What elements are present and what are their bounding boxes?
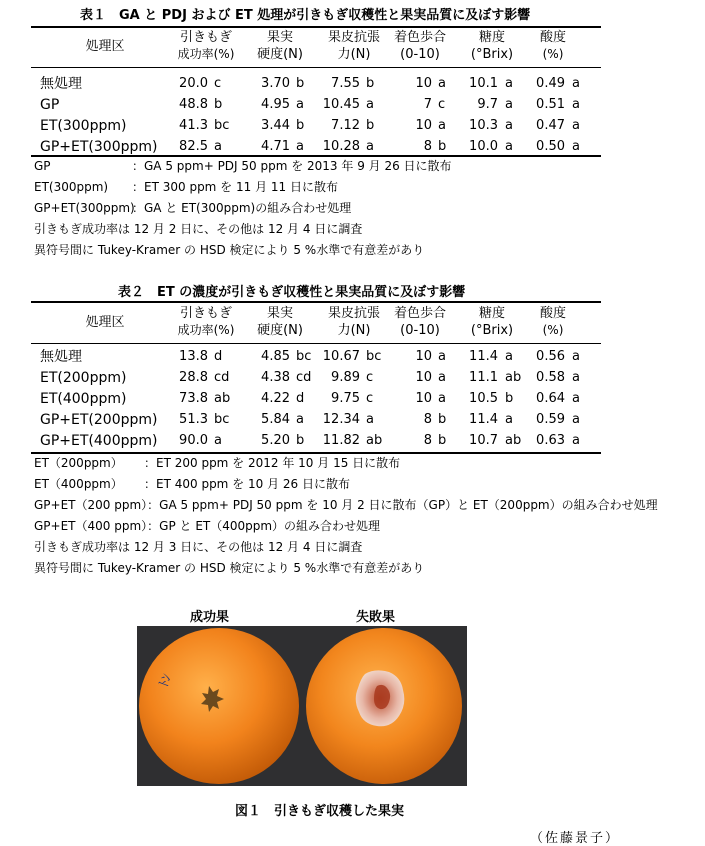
table-cell-significance: bc (214, 118, 230, 133)
table-cell-significance: a (505, 139, 513, 154)
table-cell-significance: ab (366, 433, 383, 448)
table-cell-significance: a (296, 97, 304, 112)
table-cell-value: 4.95 (261, 97, 290, 112)
table-cell-significance: b (296, 118, 305, 133)
table1-header-acidity: 酸度 (%) (539, 30, 566, 61)
table1-note-3: 引きもぎ成功率は 12 月 2 日に、その他は 12 月 4 日に調査 (34, 222, 363, 236)
table-cell-value: 7.55 (331, 76, 360, 91)
table-cell-significance: cd (214, 370, 230, 385)
table1-note-0: GP ：GA 5 ppm+ PDJ 50 ppm を 2013 年 9 月 26 日に散布 (34, 159, 452, 173)
table1-top-rule (31, 26, 601, 28)
table-cell-value: 12.34 (322, 412, 360, 427)
table-cell-significance: d (214, 349, 223, 364)
table-cell-value: 8 (423, 433, 432, 448)
table2-header-acidity: 酸度 (%) (539, 306, 566, 337)
table-row-treatment: 無処理 (40, 76, 82, 92)
table-cell-value: 0.47 (536, 118, 565, 133)
table1-header-treatment: 処理区 (85, 39, 125, 54)
table1-header-rule (31, 67, 601, 68)
table-cell-value: 10 (415, 76, 432, 91)
table-cell-value: 13.8 (179, 349, 208, 364)
table-cell-significance: a (296, 139, 304, 154)
table-cell-significance: a (438, 349, 446, 364)
table-cell-value: 11.1 (469, 370, 498, 385)
table-cell-value: 0.49 (536, 76, 565, 91)
table-cell-value: 0.63 (536, 433, 565, 448)
table-cell-significance: a (572, 76, 580, 91)
table-cell-significance: b (438, 412, 447, 427)
table-cell-value: 10 (415, 118, 432, 133)
table-cell-value: 10 (415, 349, 432, 364)
table1-header-brix: 糖度 (°Brix) (470, 30, 514, 62)
table-cell-value: 90.0 (179, 433, 208, 448)
table1-header-peel-strength: 果皮抗張 力(N) (327, 30, 380, 62)
table-cell-significance: b (296, 76, 305, 91)
table-cell-significance: a (214, 139, 222, 154)
table2-header-coloring: 着色歩合 (0-10) (393, 306, 446, 338)
table2-note-0: ET（200ppm） ：ET 200 ppm を 2012 年 10 月 15 日に散布 (34, 456, 401, 470)
table2-note-1: ET（400ppm） ：ET 400 ppm を 10 月 26 日に散布 (34, 477, 350, 491)
table-cell-value: 10 (415, 370, 432, 385)
table2-top-rule (31, 301, 601, 303)
table-cell-value: 0.51 (536, 97, 565, 112)
table-row-treatment: GP+ET(200ppm) (40, 412, 158, 428)
table-cell-significance: a (505, 76, 513, 91)
table-cell-value: 9.75 (331, 391, 360, 406)
table-row-treatment: GP+ET(400ppm) (40, 433, 158, 449)
table-cell-significance: cd (296, 370, 312, 385)
table2-header-peel-strength: 果皮抗張 力(N) (327, 306, 380, 338)
figure-label-success: 成功果 (190, 610, 230, 625)
table-cell-value: 11.4 (469, 412, 498, 427)
table-cell-significance: a (572, 97, 580, 112)
table1-bottom-rule (31, 155, 601, 157)
table-cell-value: 10.1 (469, 76, 498, 91)
table-cell-value: 73.8 (179, 391, 208, 406)
table2-header-success-rate: 引きもぎ 成功率(%) (177, 306, 235, 337)
table1-header-coloring: 着色歩合 (0-10) (393, 30, 446, 62)
table-cell-significance: a (505, 118, 513, 133)
table-cell-value: 0.50 (536, 139, 565, 154)
table-cell-value: 11.82 (322, 433, 360, 448)
table2-header-brix: 糖度 (°Brix) (470, 306, 514, 338)
table1-header-firmness: 果実 硬度(N) (257, 30, 303, 62)
table-cell-significance: b (505, 391, 514, 406)
table1-header-success-rate: 引きもぎ 成功率(%) (177, 30, 235, 61)
fruit-handwriting: ﾄﾝ (156, 672, 176, 690)
table-cell-significance: ab (505, 433, 522, 448)
table-cell-significance: c (214, 76, 222, 91)
table-cell-significance: a (505, 412, 513, 427)
table-cell-value: 4.38 (261, 370, 290, 385)
table-cell-significance: a (572, 118, 580, 133)
table-cell-significance: a (505, 97, 513, 112)
fruit-photo (137, 626, 467, 786)
table-cell-value: 5.84 (261, 412, 290, 427)
table2-note-4: 引きもぎ成功率は 12 月 3 日に、その他は 12 月 4 日に調査 (34, 540, 363, 554)
table-cell-significance: a (505, 349, 513, 364)
figure-label-fail: 失敗果 (356, 610, 396, 625)
table-cell-significance: a (438, 76, 446, 91)
table-cell-value: 41.3 (179, 118, 208, 133)
table-row-treatment: GP+ET(300ppm) (40, 139, 158, 155)
table-cell-value: 10.0 (469, 139, 498, 154)
table-cell-significance: c (438, 97, 446, 112)
table2-note-2: GP+ET（200 ppm）：GA 5 ppm+ PDJ 50 ppm を 10 月 2 日に散布（GP）と ET（200ppm）の組み合わせ処理 (34, 498, 658, 512)
table-cell-value: 10.3 (469, 118, 498, 133)
table-cell-significance: a (296, 412, 304, 427)
table-cell-significance: ab (214, 391, 231, 406)
table-cell-significance: b (438, 139, 447, 154)
table-cell-significance: c (366, 370, 374, 385)
table-cell-significance: b (296, 433, 305, 448)
table1-note-1: ET(300ppm) ：ET 300 ppm を 11 月 11 日に散布 (34, 180, 338, 194)
table-cell-value: 10 (415, 391, 432, 406)
table2-caption: 表２ ET の濃度が引きもぎ収穫性と果実品質に及ぼす影響 (118, 285, 466, 300)
table-cell-value: 9.7 (477, 97, 498, 112)
table-cell-value: 8 (423, 412, 432, 427)
table-cell-significance: a (438, 118, 446, 133)
table-cell-significance: a (366, 412, 374, 427)
table-cell-significance: a (438, 391, 446, 406)
table1-note-4: 異符号間に Tukey-Kramer の HSD 検定により 5 %水準で有意差があり (34, 243, 425, 257)
table1-caption: 表１ GA と PDJ および ET 処理が引きもぎ収穫性と果実品質に及ぼす影響 (80, 8, 531, 23)
table-cell-value: 5.20 (261, 433, 290, 448)
table-cell-value: 7.12 (331, 118, 360, 133)
table2-note-3: GP+ET（400 ppm）：GP と ET（400ppm）の組み合わせ処理 (34, 519, 381, 533)
author: （佐藤景子） (530, 831, 621, 846)
table-cell-value: 3.44 (261, 118, 290, 133)
table-cell-significance: bc (296, 349, 312, 364)
table-cell-value: 10.7 (469, 433, 498, 448)
figure-caption: 図１ 引きもぎ収穫した果実 (235, 804, 405, 819)
table-cell-value: 0.64 (536, 391, 565, 406)
table-cell-significance: a (572, 412, 580, 427)
table-row-treatment: GP (40, 97, 60, 113)
table2-header-treatment: 処理区 (85, 315, 125, 330)
table-cell-value: 8 (423, 139, 432, 154)
table-cell-value: 0.58 (536, 370, 565, 385)
table-cell-value: 4.71 (261, 139, 290, 154)
table1-note-2: GP+ET(300ppm)：GA と ET(300ppm)の組み合わせ処理 (34, 201, 352, 215)
table-cell-significance: a (572, 370, 580, 385)
table-row-treatment: ET(400ppm) (40, 391, 127, 407)
table-cell-significance: d (296, 391, 305, 406)
table-cell-significance: a (572, 139, 580, 154)
table2-note-5: 異符号間に Tukey-Kramer の HSD 検定により 5 %水準で有意差があり (34, 561, 425, 575)
table-cell-significance: b (438, 433, 447, 448)
table-cell-value: 10.45 (322, 97, 360, 112)
table-cell-value: 4.85 (261, 349, 290, 364)
table-cell-value: 10.28 (322, 139, 360, 154)
table-cell-significance: bc (366, 349, 382, 364)
table-cell-significance: a (438, 370, 446, 385)
table-cell-value: 28.8 (179, 370, 208, 385)
table-cell-value: 0.56 (536, 349, 565, 364)
table-cell-significance: a (572, 391, 580, 406)
table-cell-significance: b (214, 97, 223, 112)
table2-header-firmness: 果実 硬度(N) (257, 306, 303, 338)
table-row-treatment: ET(200ppm) (40, 370, 127, 386)
table-cell-value: 0.59 (536, 412, 565, 427)
table2-header-rule (31, 343, 601, 344)
table-cell-significance: a (366, 139, 374, 154)
table-cell-value: 10.67 (322, 349, 360, 364)
table-cell-significance: c (366, 391, 374, 406)
table-cell-value: 10.5 (469, 391, 498, 406)
table-row-treatment: ET(300ppm) (40, 118, 127, 134)
table-cell-value: 7 (423, 97, 432, 112)
table-cell-value: 3.70 (261, 76, 290, 91)
table-cell-significance: a (572, 433, 580, 448)
table-cell-value: 11.4 (469, 349, 498, 364)
table-cell-significance: a (572, 349, 580, 364)
table-cell-significance: b (366, 118, 375, 133)
table-cell-significance: bc (214, 412, 230, 427)
table-cell-value: 9.89 (331, 370, 360, 385)
fruit-photo-drawing (137, 626, 467, 786)
table-cell-value: 82.5 (179, 139, 208, 154)
table-row-treatment: 無処理 (40, 349, 82, 365)
table2-bottom-rule (31, 452, 601, 454)
table-cell-value: 4.22 (261, 391, 290, 406)
table-cell-significance: a (214, 433, 222, 448)
table-cell-significance: ab (505, 370, 522, 385)
table-cell-significance: a (366, 97, 374, 112)
table-cell-value: 51.3 (179, 412, 208, 427)
table-cell-value: 20.0 (179, 76, 208, 91)
table-cell-value: 48.8 (179, 97, 208, 112)
table-cell-significance: b (366, 76, 375, 91)
success-fruit (139, 628, 299, 784)
